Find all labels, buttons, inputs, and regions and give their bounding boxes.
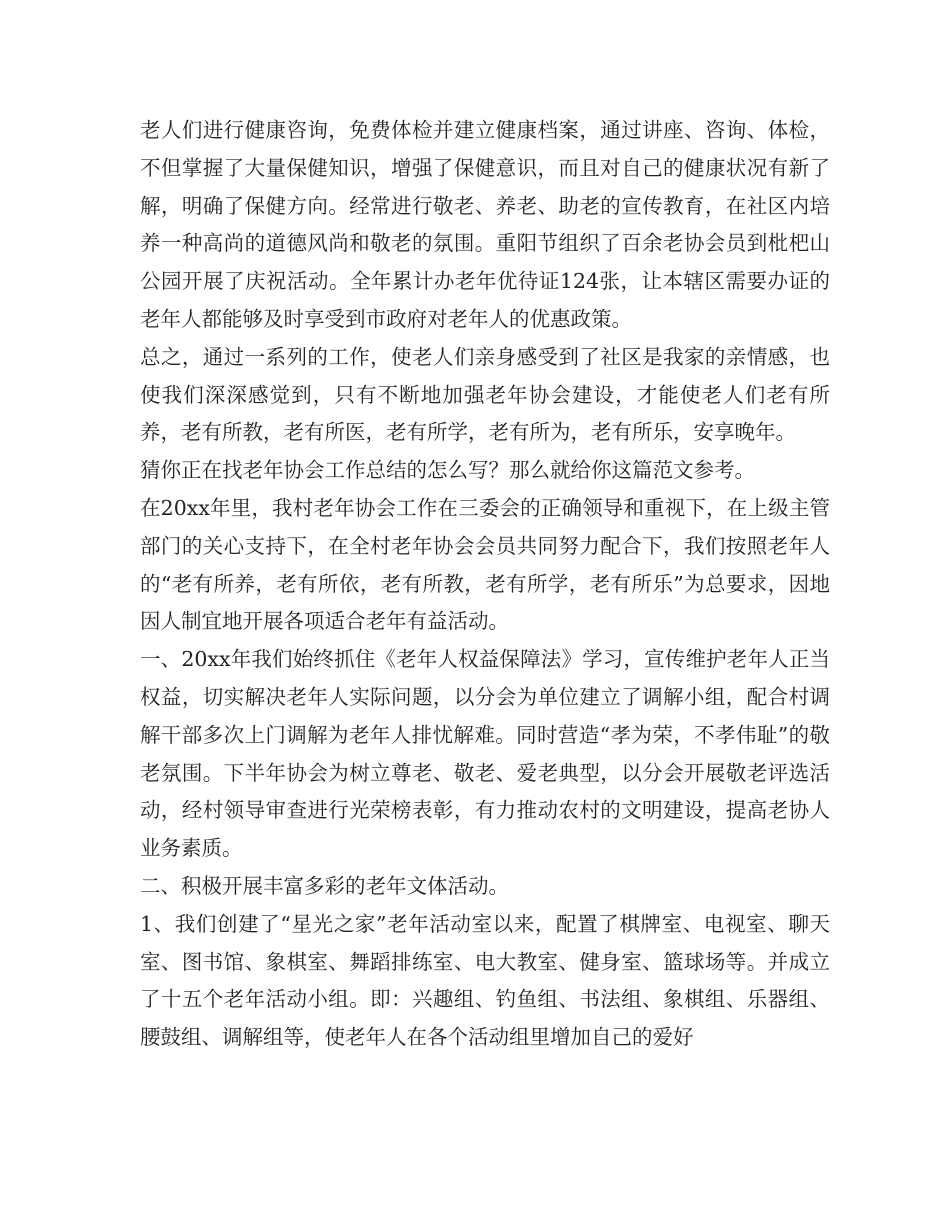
document-body <box>140 112 830 1057</box>
paragraph-intro-sample: 猜你正在找老年协会工作总结的怎么写？那么就给你这篇范文参考。 <box>140 458 755 483</box>
paragraph-health-services: 老人们进行健康咨询，免费体检并建立健康档案，通过讲座、咨询、体检，不但掌握了大量保健知识，增强了保健意识，而且对自己的健康状况有新了解，明确了保健方向。经常进行敬老、养老、助老的宣传教育，在社区内培养一种高尚的道德风尚和敬老的氛围。重阳节组织了百余老协会员到枇杷山公园开展了庆祝活动。全年累计办老年优待证124张，让本辖区需要办证的老年人都能够及时享受到市政府对老年人的优惠政策。 <box>140 118 830 331</box>
paragraph-section-one: 一、20xx年我们始终抓住《老年人权益保障法》学习，宣传维护老年人正当权益，切实解决老年人实际问题，以分会为单位建立了调解小组，配合村调解干部多次上门调解为老年人排忧解难。同时营造“孝为荣，不孝伟耻”的敬老氛围。下半年协会为树立尊老、敬老、爱老典型，以分会开展敬老评选活动，经村领导审查进行光荣榜表彰，有力推动农村的文明建设，提高老协人业务素质。 <box>140 647 830 861</box>
paragraph-item-one: 1、我们创建了“星光之家”老年活动室以来，配置了棋牌室、电视室、聊天室、图书馆、象棋室、舞蹈排练室、电大教室、健身室、篮球场等。并成立了十五个老年活动小组。即：兴趣组、钓鱼组、书法组、象棋组、乐器组、腰鼓组、调解组等，使老年人在各个活动组里增加自己的爱好 <box>140 911 830 1050</box>
paragraph-section-two-heading: 二、积极开展丰富多彩的老年文体活动。 <box>140 873 509 898</box>
paragraph-summary: 总之，通过一系列的工作，使老人们亲身感受到了社区是我家的亲情感，也使我们深深感觉到，只有不断地加强老年协会建设，才能使老人们老有所养，老有所教，老有所医，老有所学，老有所为，老有所乐，安享晚年。 <box>140 344 830 445</box>
paragraph-village-overview: 在20xx年里，我村老年协会工作在三委会的正确领导和重视下，在上级主管部门的关心支持下，在全村老年协会会员共同努力配合下，我们按照老年人的“老有所养，老有所依，老有所教，老有所学，老有所乐”为总要求，因地因人制宜地开展各项适合老年有益活动。 <box>140 495 830 634</box>
